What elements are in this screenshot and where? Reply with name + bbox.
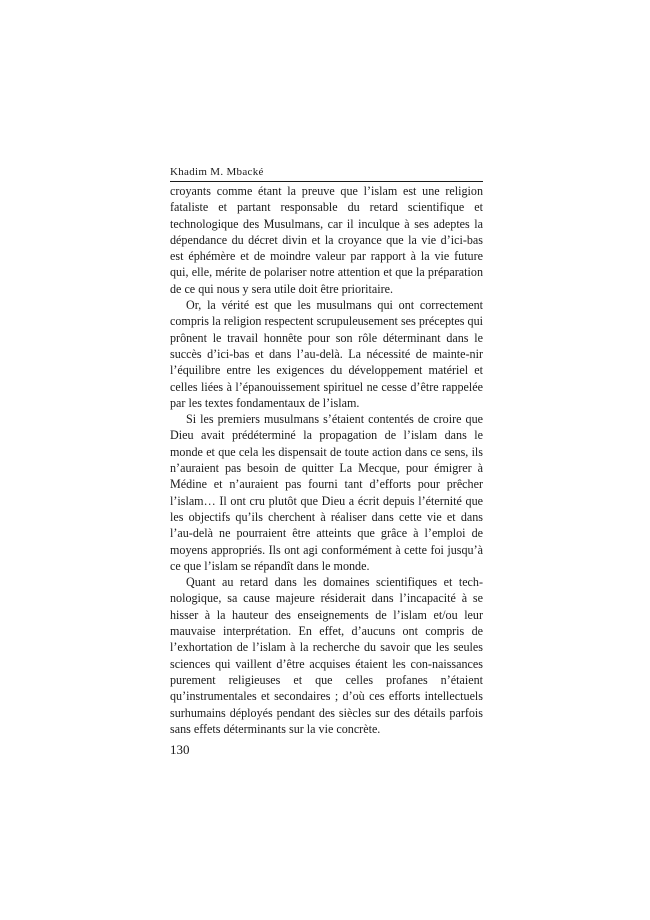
running-header-author: Khadim M. Mbacké — [170, 166, 264, 178]
paragraph: Or, la vérité est que les musulmans qui ont correctement compris la religion respectent scrupuleusement ses préceptes qui prônent le travail honnête pour son rôle déterminant dans le succès d’ici-bas et dans l’au-delà. La nécessité de mainte-nir l’équilibre entre les exigences du développement matériel et celles liées à l’épanouissement spirituel ne cesse d’être rappelée par les textes fondamentaux de l’islam. — [170, 298, 483, 410]
page-number: 130 — [170, 742, 190, 757]
running-header — [170, 164, 483, 182]
paragraph: croyants comme étant la preuve que l’islam est une religion fataliste et partant responsable du retard scientifique et technologique des Musulmans, car il inculque à ses adeptes la dépendance du décret divin et la croyance que la vie d’ici-bas est éphémère et de moindre valeur par rapport à la vie future qui, elle, mérite de polariser notre attention et que la préparation de ce qui nous y sera utile doit être prioritaire. — [170, 184, 483, 296]
body-text — [170, 183, 483, 737]
paragraph: Quant au retard dans les domaines scientifiques et tech-nologique, sa cause majeure résiderait dans l’incapacité à se hisser à la hauteur des enseignements de l’islam et/ou leur mauvaise interprétation. En effet, d’aucuns ont compris de l’exhortation de l’islam à la recherche du savoir que les seules sciences qui vaillent d’être acquises étaient les con-naissances purement religieuses et que celles profanes n’étaient qu’instrumentales et secondaires ; d’où ces efforts intellectuels surhumains déployés pendant des siècles sur des détails parfois sans effets déterminants sur la vie concrète. — [170, 575, 483, 736]
paragraph: Si les premiers musulmans s’étaient contentés de croire que Dieu avait prédéterminé la propagation de l’islam dans le monde et que cela les dispensait de toute action dans ce sens, ils n’auraient pas besoin de quitter La Mecque, pour émigrer à Médine et n’auraient pas fourni tant d’efforts pour prêcher l’islam… Il ont cru plutôt que Dieu a écrit depuis l’éternité que les objectifs qu’ils cherchent à réaliser dans cette vie et dans l’au-delà ne pourraient être atteints que grâce à l’emploi de moyens appropriés. Ils ont agi conformément à cette foi jusqu’à ce que l’islam se répandît dans le monde. — [170, 412, 483, 573]
